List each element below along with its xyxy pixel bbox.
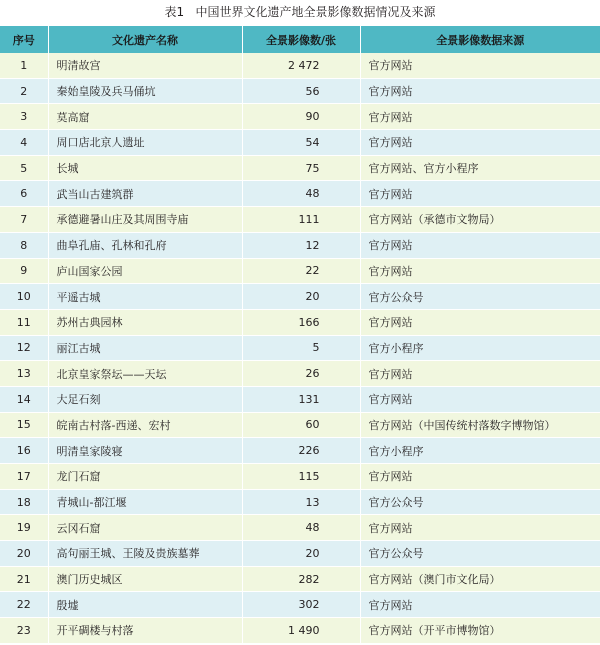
heritage-name: 平遥古城 <box>48 284 242 310</box>
data-source: 官方网站 <box>360 592 600 618</box>
row-index: 22 <box>0 592 48 618</box>
panorama-count: 90 <box>242 104 360 130</box>
header-heritage-name: 文化遗产名称 <box>48 26 242 53</box>
panorama-count: 131 <box>242 386 360 412</box>
panorama-count: 48 <box>242 181 360 207</box>
panorama-count: 1 490 <box>242 618 360 644</box>
row-index: 17 <box>0 464 48 490</box>
panorama-count: 226 <box>242 438 360 464</box>
table-row <box>0 464 600 490</box>
heritage-name: 长城 <box>48 155 242 181</box>
heritage-name: 澳门历史城区 <box>48 566 242 592</box>
row-index: 12 <box>0 335 48 361</box>
table-row <box>0 284 600 310</box>
data-source: 官方网站（开平市博物馆） <box>360 618 600 644</box>
heritage-name: 承德避暑山庄及其周围寺庙 <box>48 207 242 233</box>
header-data-source: 全景影像数据来源 <box>360 26 600 53</box>
row-index: 9 <box>0 258 48 284</box>
heritage-name: 曲阜孔庙、孔林和孔府 <box>48 232 242 258</box>
table-row <box>0 515 600 541</box>
row-index: 13 <box>0 361 48 387</box>
row-index: 23 <box>0 618 48 644</box>
table-row <box>0 309 600 335</box>
row-index: 21 <box>0 566 48 592</box>
panorama-count: 13 <box>242 489 360 515</box>
heritage-name: 周口店北京人遗址 <box>48 130 242 156</box>
heritage-name: 皖南古村落-西递、宏村 <box>48 412 242 438</box>
table-row <box>0 155 600 181</box>
panorama-count: 56 <box>242 78 360 104</box>
data-source: 官方网站 <box>360 130 600 156</box>
row-index: 19 <box>0 515 48 541</box>
table-row <box>0 386 600 412</box>
panorama-count: 20 <box>242 284 360 310</box>
heritage-name: 秦始皇陵及兵马俑坑 <box>48 78 242 104</box>
data-source: 官方网站（承德市文物局） <box>360 207 600 233</box>
data-source: 官方网站 <box>360 464 600 490</box>
row-index: 11 <box>0 309 48 335</box>
table-row <box>0 618 600 644</box>
table-body <box>0 53 600 643</box>
panorama-count: 302 <box>242 592 360 618</box>
data-source: 官方公众号 <box>360 489 600 515</box>
panorama-count: 48 <box>242 515 360 541</box>
panorama-count: 111 <box>242 207 360 233</box>
table-row <box>0 53 600 78</box>
row-index: 1 <box>0 53 48 78</box>
data-source: 官方网站、官方小程序 <box>360 155 600 181</box>
row-index: 10 <box>0 284 48 310</box>
table-header-row <box>0 26 600 53</box>
row-index: 8 <box>0 232 48 258</box>
heritage-name: 北京皇家祭坛——天坛 <box>48 361 242 387</box>
table-row <box>0 412 600 438</box>
data-source: 官方网站 <box>360 515 600 541</box>
row-index: 4 <box>0 130 48 156</box>
table-row <box>0 258 600 284</box>
data-source: 官方网站 <box>360 78 600 104</box>
table-row <box>0 335 600 361</box>
table-row <box>0 104 600 130</box>
data-source: 官方网站 <box>360 361 600 387</box>
data-source: 官方网站（澳门市文化局） <box>360 566 600 592</box>
data-source: 官方网站 <box>360 181 600 207</box>
panorama-count: 115 <box>242 464 360 490</box>
row-index: 16 <box>0 438 48 464</box>
table-caption: 表1 中国世界文化遗产地全景影像数据情况及来源 <box>164 5 436 19</box>
panorama-count: 166 <box>242 309 360 335</box>
data-source: 官方小程序 <box>360 438 600 464</box>
data-source: 官方网站 <box>360 258 600 284</box>
row-index: 3 <box>0 104 48 130</box>
data-source: 官方小程序 <box>360 335 600 361</box>
row-index: 2 <box>0 78 48 104</box>
panorama-count: 75 <box>242 155 360 181</box>
row-index: 15 <box>0 412 48 438</box>
panorama-count: 5 <box>242 335 360 361</box>
panorama-count: 282 <box>242 566 360 592</box>
heritage-name: 明清皇家陵寝 <box>48 438 242 464</box>
heritage-name: 明清故宫 <box>48 53 242 78</box>
data-source: 官方网站 <box>360 104 600 130</box>
panorama-count: 22 <box>242 258 360 284</box>
row-index: 14 <box>0 386 48 412</box>
row-index: 7 <box>0 207 48 233</box>
table-row <box>0 541 600 567</box>
table-row <box>0 130 600 156</box>
panorama-count: 54 <box>242 130 360 156</box>
heritage-name: 武当山古建筑群 <box>48 181 242 207</box>
heritage-table <box>0 26 600 644</box>
panorama-count: 2 472 <box>242 53 360 78</box>
panorama-count: 20 <box>242 541 360 567</box>
heritage-name: 丽江古城 <box>48 335 242 361</box>
heritage-name: 云冈石窟 <box>48 515 242 541</box>
table-row <box>0 232 600 258</box>
table-row <box>0 181 600 207</box>
data-source: 官方网站 <box>360 386 600 412</box>
heritage-name: 苏州古典园林 <box>48 309 242 335</box>
header-panorama-count: 全景影像数/张 <box>242 26 360 53</box>
panorama-count: 26 <box>242 361 360 387</box>
heritage-name: 莫高窟 <box>48 104 242 130</box>
panorama-count: 12 <box>242 232 360 258</box>
heritage-name: 龙门石窟 <box>48 464 242 490</box>
heritage-name: 大足石刻 <box>48 386 242 412</box>
row-index: 20 <box>0 541 48 567</box>
data-source: 官方公众号 <box>360 541 600 567</box>
heritage-name: 庐山国家公园 <box>48 258 242 284</box>
data-source: 官方网站 <box>360 232 600 258</box>
table-row <box>0 78 600 104</box>
data-source: 官方网站 <box>360 53 600 78</box>
table-row <box>0 438 600 464</box>
heritage-name: 殷墟 <box>48 592 242 618</box>
heritage-name: 青城山-都江堰 <box>48 489 242 515</box>
row-index: 6 <box>0 181 48 207</box>
heritage-name: 高句丽王城、王陵及贵族墓葬 <box>48 541 242 567</box>
table-row <box>0 592 600 618</box>
data-source: 官方网站 <box>360 309 600 335</box>
row-index: 5 <box>0 155 48 181</box>
row-index: 18 <box>0 489 48 515</box>
table-row <box>0 207 600 233</box>
header-index: 序号 <box>0 26 48 53</box>
table-row <box>0 566 600 592</box>
table-row <box>0 489 600 515</box>
table-row <box>0 361 600 387</box>
heritage-name: 开平碉楼与村落 <box>48 618 242 644</box>
data-source: 官方公众号 <box>360 284 600 310</box>
panorama-count: 60 <box>242 412 360 438</box>
data-source: 官方网站（中国传统村落数字博物馆） <box>360 412 600 438</box>
